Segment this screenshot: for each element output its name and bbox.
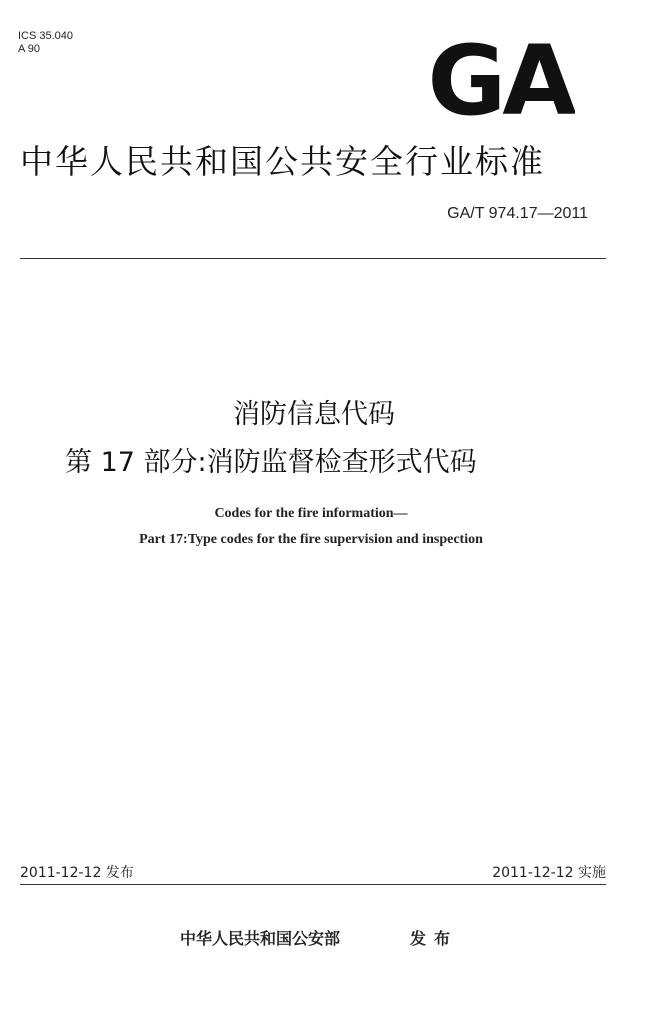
header-divider (20, 258, 606, 259)
ga-logo (425, 40, 575, 118)
standard-category: 中华人民共和国公共安全行业标准 (20, 142, 545, 181)
ga-logo-text: GA (427, 40, 573, 118)
standard-code: GA/T 974.17—2011 (447, 205, 588, 222)
title-en-part: Part 17:Type codes for the fire supervision and inspection (139, 532, 483, 547)
implementation-date: 2011-12-12 实施 (492, 865, 606, 881)
ga-logo-mark (425, 40, 575, 118)
ics-code: ICS 35.040 (18, 30, 74, 42)
publisher: 中华人民共和国公安部 (180, 929, 341, 948)
issue-date: 2011-12-12 发布 (20, 865, 134, 881)
title-en-main: Codes for the fire information— (214, 506, 408, 521)
title-zh-main: 消防信息代码 (233, 399, 395, 430)
ccs-code: A 90 (18, 43, 41, 55)
publish-label: 发布 (410, 929, 459, 948)
title-zh-part: 第 17 部分:消防监督检查形式代码 (65, 447, 477, 478)
classification-codes (18, 30, 73, 56)
footer-divider (20, 884, 606, 885)
